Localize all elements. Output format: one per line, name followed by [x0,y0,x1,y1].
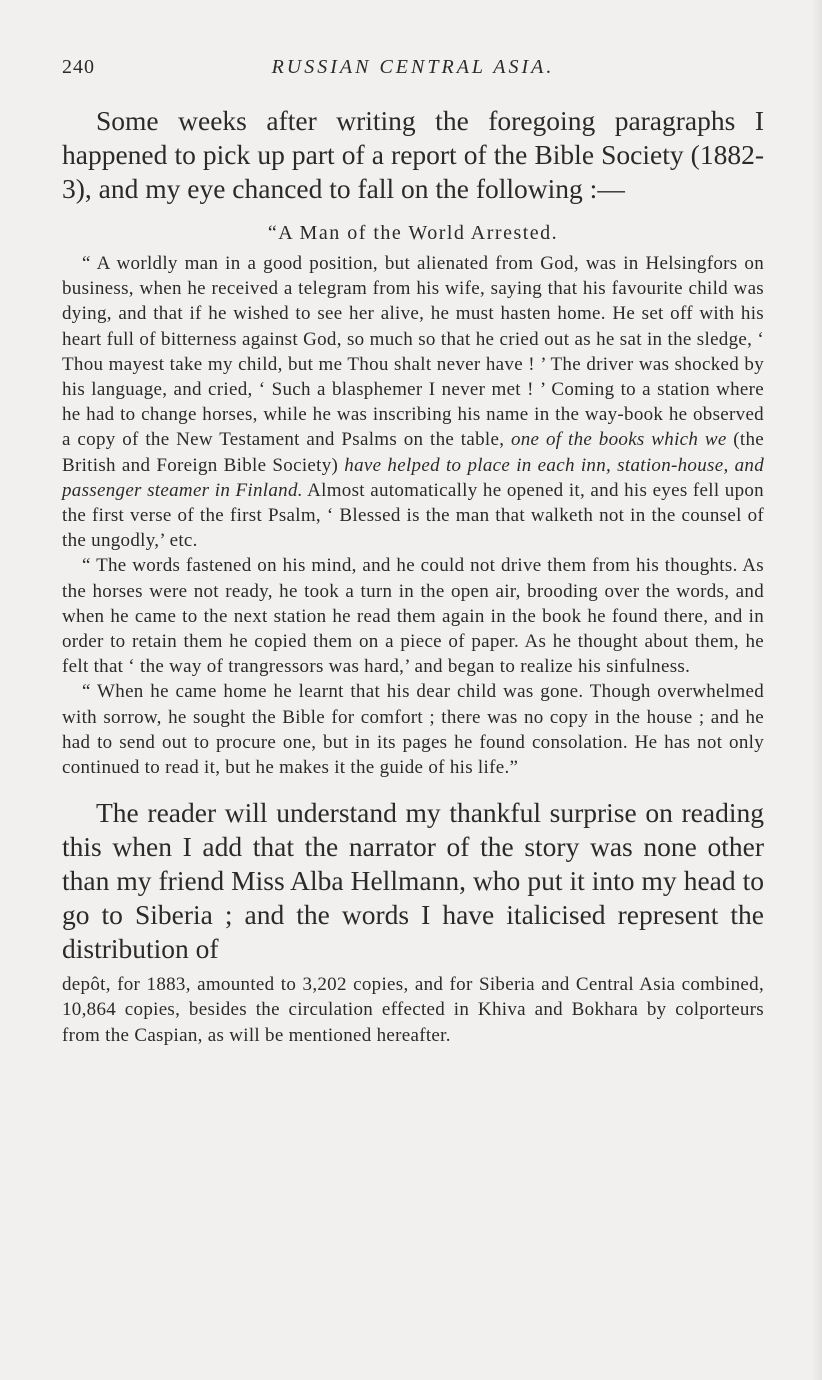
closing-paragraph: The reader will understand my thankful surprise on reading this when I add that the narrator of the story was none other than my friend Miss Alba Hellmann, who put it into my head to go to Siberia ; and the words I have italicised represent the distribution of [62,797,764,965]
page-header [62,56,764,90]
book-page [62,56,764,1048]
quote-p1-italic-2: have helped to place in each inn, station-house, and passenger steamer in Finland. [62,454,765,501]
page-number: 240 [62,56,95,78]
quote-paragraph-3: “ When he came home he learnt that his dear child was gone. Though overwhelmed with sorrow, he sought the Bible for comfort ; there was no copy in the house ; and he had to send out to procure one, but in its pages he found consolation. He has not only continued to read it, but he makes it the guide of his life.” [62,681,764,779]
quote-paragraph-1 [62,251,764,553]
page-edge-shadow [812,0,822,1380]
quote-paragraph-2: “ The words fastened on his mind, and he could not drive them from his thoughts. As the horses were not ready, he took a turn in the open air, brooding over the words, and when he came to the next station he read them again in the book he found there, and in order to retain them he copied them on a piece of paper. As he thought about them, he felt that ‘ the way of trangressors was hard,’ and began to realize his sinfulness. [62,555,764,678]
quote-p1-text-c: Almost automatically he opened it, and his eyes fell upon the first verse of the first Psalm, ‘ Blessed is the man that walketh not in the counsel of the ungodly,’ etc. [62,479,764,552]
tail-paragraph: depôt, for 1883, amounted to 3,202 copies, and for Siberia and Central Asia combined, 10,864 copies, besides the circulation effected in Khiva and Bokhara by colporteurs from the Caspian, as will be mentioned hereafter. [62,974,764,1046]
quote-p1-text-b: (the British and Foreign Bible Society) [62,429,765,476]
quote-p1-text-a: “ A worldly man in a good position, but alienated from God, was in Helsingfors on business, when he received a telegram from his wife, saying that his favourite child was dying, and that if he wished to see her alive, he must hasten home. He set off with his heart full of bitterness against God, so much so that he cried out as he sat in the sledge, ‘ Thou mayest take my child, but me Thou shalt never have ! ’ The driver was shocked by his language, and cried, ‘ Such a blasphemer I never met ! ’ Coming to a station where he had to change horses, while he was inscribing his name in the way-book he observed a copy of the New Testament and Psalms on the table, [62,253,764,451]
running-head: RUSSIAN CENTRAL ASIA. [271,56,555,78]
quote-p1-italic-1: one of the books which we [510,429,727,451]
quote-title: “A Man of the World Arrested. [267,222,559,244]
intro-paragraph: Some weeks after writing the foregoing paragraphs I happened to pick up part of a report of the Bible Society (1882-3), and my eye chanced to fall on the following :— [62,105,764,204]
